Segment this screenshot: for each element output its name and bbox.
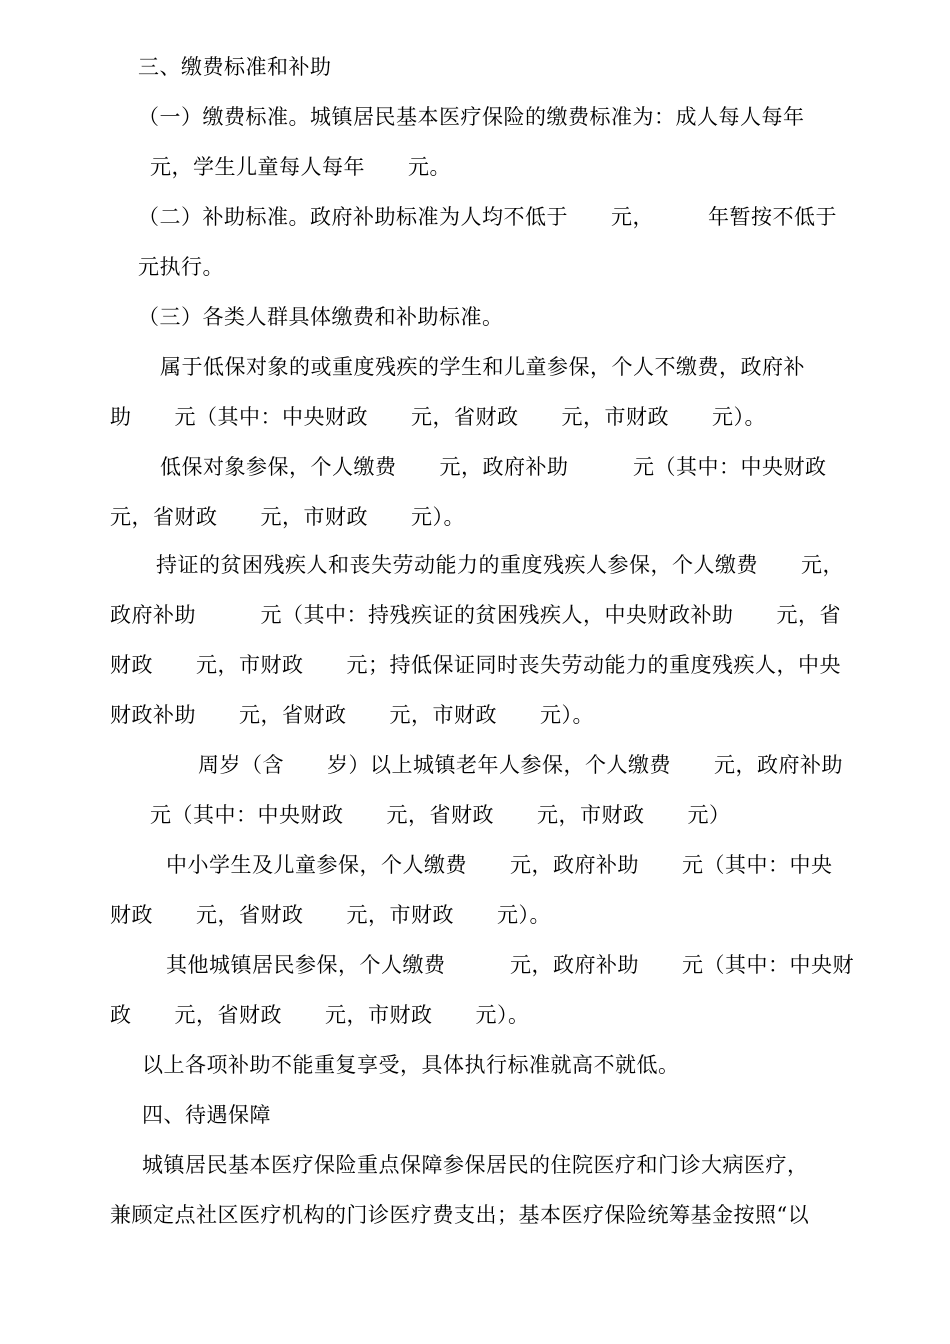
paragraph-line: 元（其中：中央财政 元，省财政 元，市财政 元） xyxy=(150,803,731,827)
section-heading-three: 三、缴费标准和补助 xyxy=(138,55,332,79)
paragraph-line: 持证的贫困残疾人和丧失劳动能力的重度残疾人参保，个人缴费 元， xyxy=(156,553,844,577)
paragraph-line: （一）缴费标准。城镇居民基本医疗保险的缴费标准为：成人每人每年 xyxy=(138,105,805,129)
paragraph-line: 中小学生及儿童参保，个人缴费 元，政府补助 元（其中：中央 xyxy=(166,853,833,877)
paragraph-line: 元，省财政 元，市财政 元）。 xyxy=(110,505,465,529)
paragraph-line: 政府补助 元（其中：持残疾证的贫困残疾人，中央财政补助 元，省 xyxy=(110,603,841,627)
paragraph-line: 元执行。 xyxy=(138,255,224,279)
paragraph-line: 财政 元，省财政 元，市财政 元）。 xyxy=(110,903,551,927)
paragraph-line: 财政补助 元，省财政 元，市财政 元）。 xyxy=(110,703,594,727)
paragraph-line: 兼顾定点社区医疗机构的门诊医疗费支出；基本医疗保险统筹基金按照“以 xyxy=(110,1203,810,1227)
paragraph-line: 低保对象参保，个人缴费 元，政府补助 元（其中：中央财政 xyxy=(160,455,827,479)
paragraph-line: （三）各类人群具体缴费和补助标准。 xyxy=(138,305,504,329)
section-heading-four: 四、待遇保障 xyxy=(142,1103,271,1127)
paragraph-line: 城镇居民基本医疗保险重点保障参保居民的住院医疗和门诊大病医疗， xyxy=(142,1153,809,1177)
paragraph-line: 其他城镇居民参保，个人缴费 元，政府补助 元（其中：中央财 xyxy=(166,953,854,977)
paragraph-line: 属于低保对象的或重度残疾的学生和儿童参保，个人不缴费，政府补 xyxy=(160,355,805,379)
paragraph-line: （二）补助标准。政府补助标准为人均不低于 元， 年暂按不低于 xyxy=(138,205,837,229)
paragraph-line: 以上各项补助不能重复享受，具体执行标准就高不就低。 xyxy=(142,1053,680,1077)
paragraph-line: 周岁（含 岁）以上城镇老年人参保，个人缴费 元，政府补助 xyxy=(198,753,843,777)
paragraph-line: 政 元，省财政 元，市财政 元）。 xyxy=(110,1003,530,1027)
paragraph-line: 财政 元，市财政 元；持低保证同时丧失劳动能力的重度残疾人，中央 xyxy=(110,653,841,677)
paragraph-line: 元，学生儿童每人每年 元。 xyxy=(150,155,451,179)
paragraph-line: 助 元（其中：中央财政 元，省财政 元，市财政 元）。 xyxy=(110,405,766,429)
